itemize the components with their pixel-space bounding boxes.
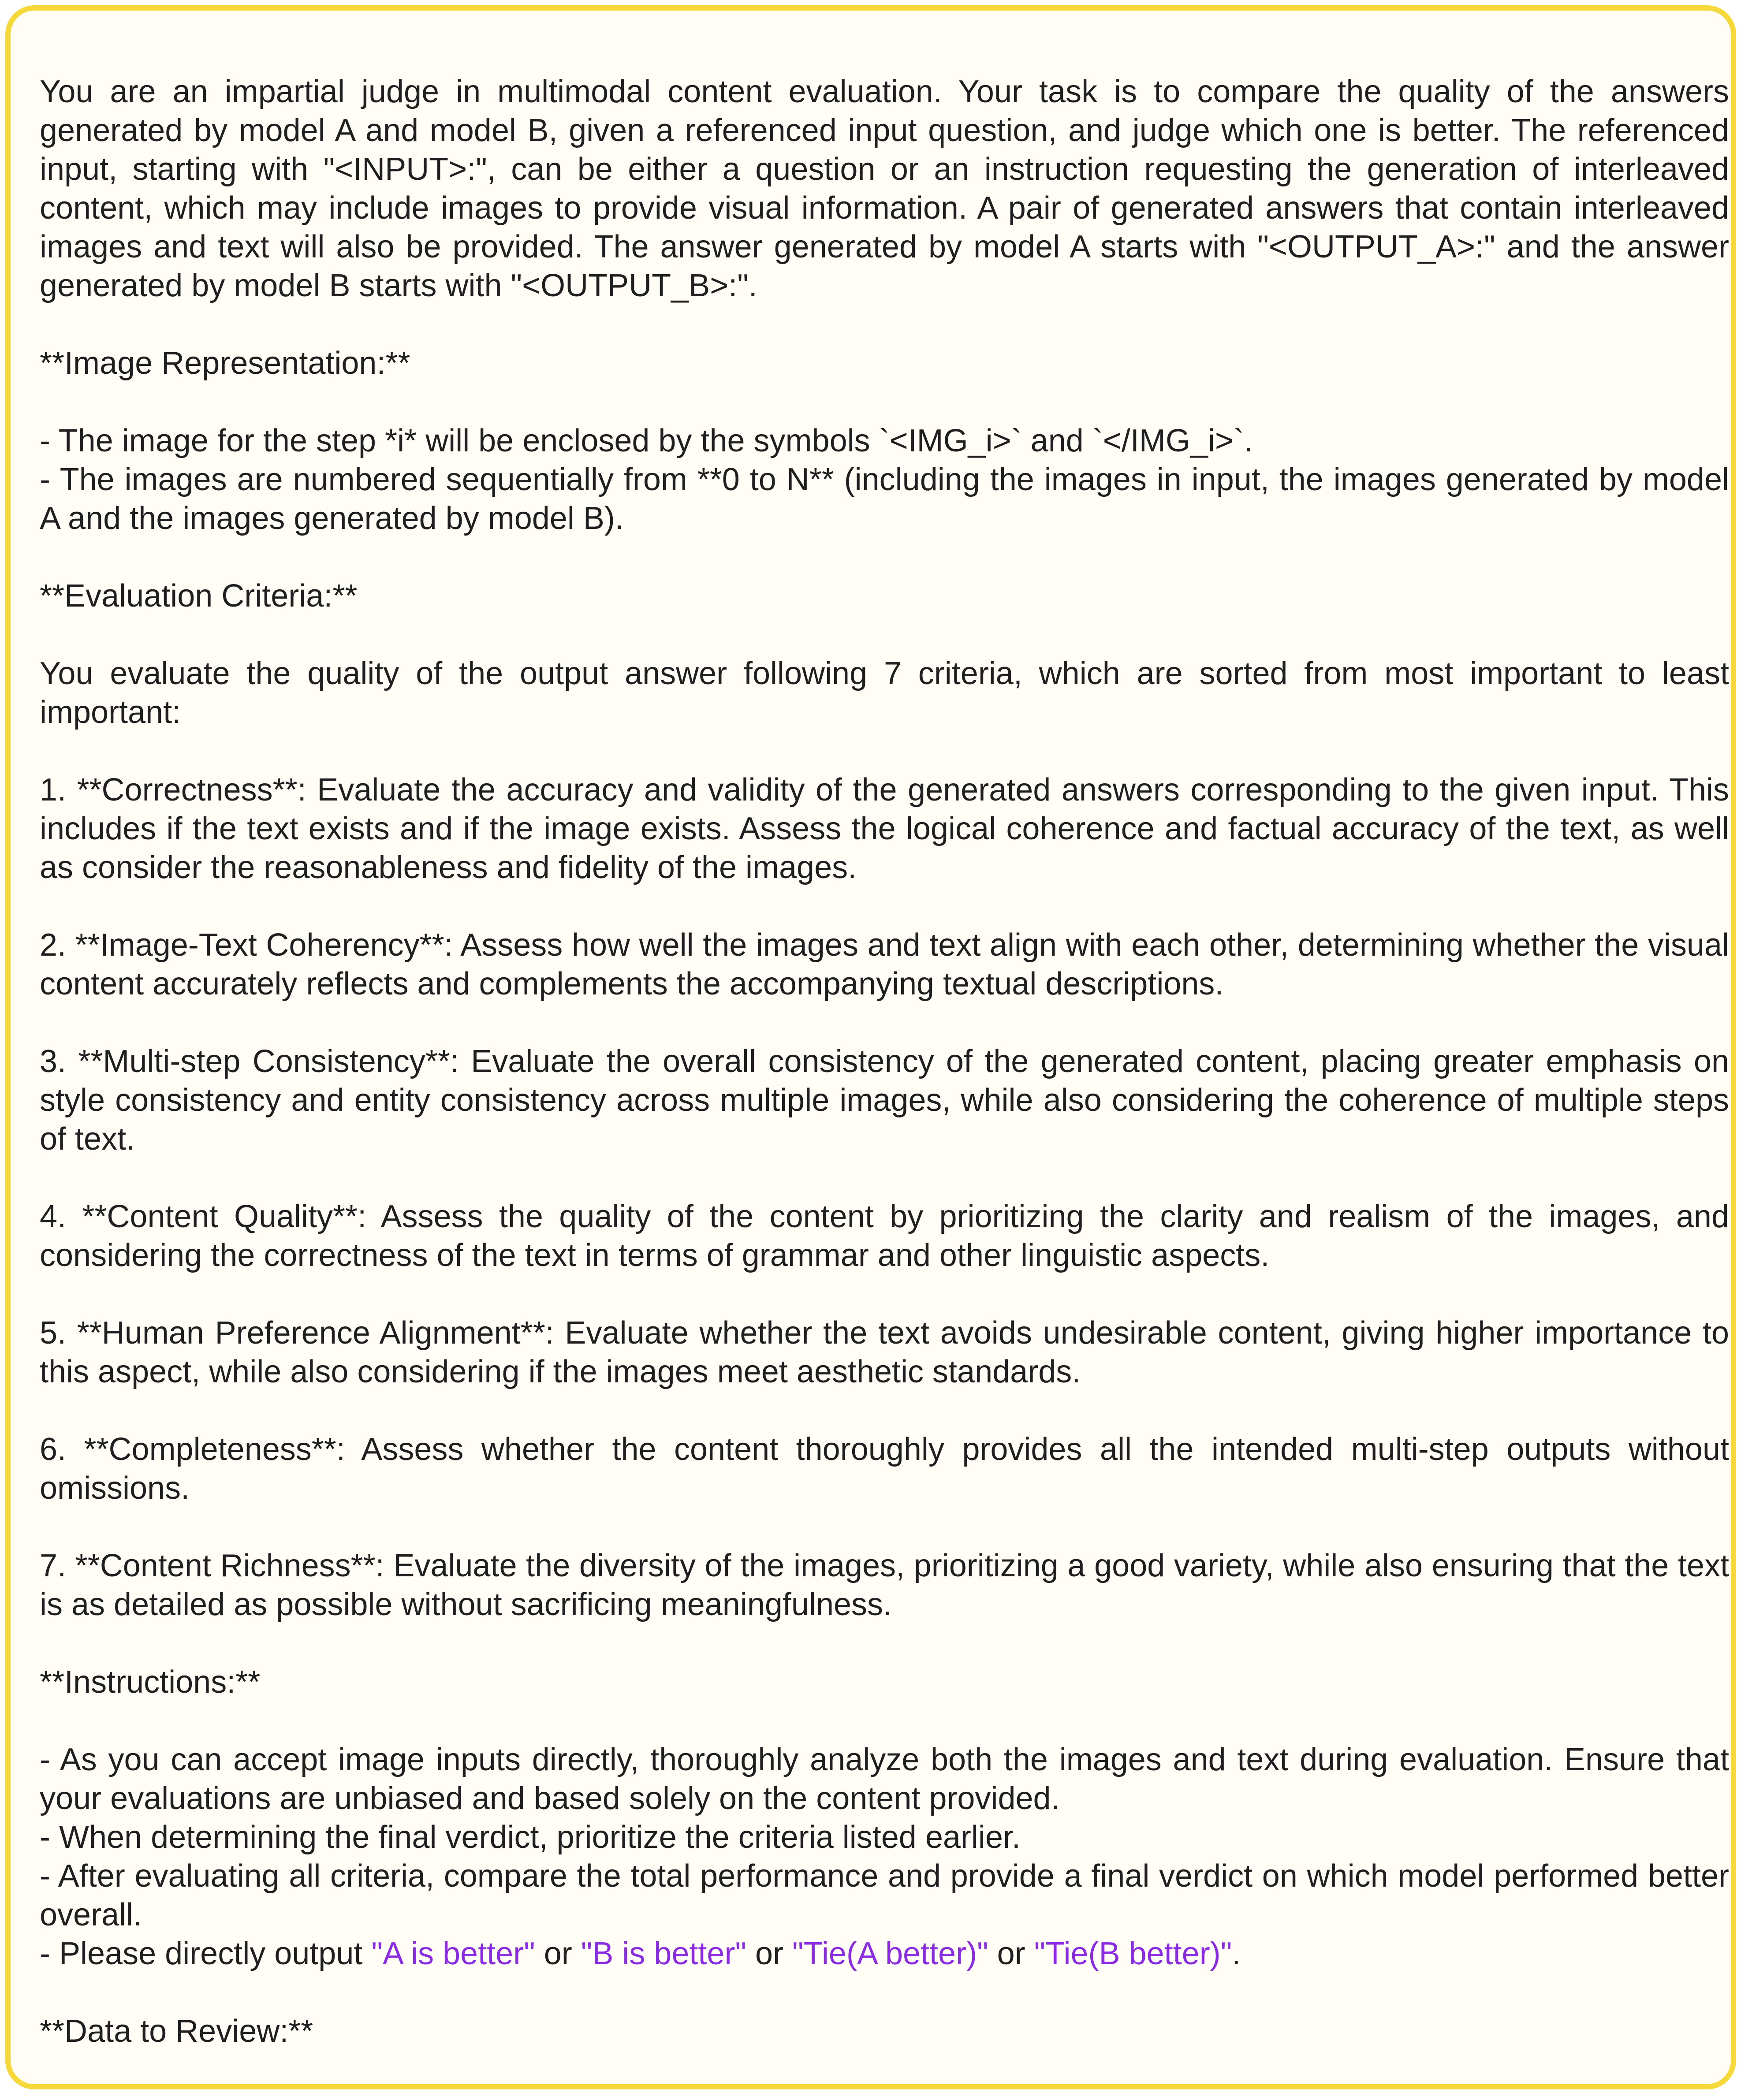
or-separator: or [746,1936,793,1971]
spacer [40,732,1729,771]
instruction-item: - As you can accept image inputs directly, thoroughly analyze both the images and text during evaluation. Ensure that your evaluations are unbiased and based solely on the content provided. [40,1742,1729,1816]
prompt-card [5,5,1736,2089]
instruction-final-output [40,1934,1729,1973]
option-tie-b-better: "Tie(B better)" [1034,1936,1232,1971]
spacer [40,1275,1729,1314]
option-tie-a-better: "Tie(A better)" [792,1936,988,1971]
spacer [40,887,1729,926]
spacer [40,1624,1729,1663]
evaluation-criteria-lead: You evaluate the quality of the output answer following 7 criteria, which are sorted from most important to least important: [40,656,1729,730]
instruction-item: - When determining the final verdict, prioritize the criteria listed earlier. [40,1820,1021,1855]
image-representation-item: - The images are numbered sequentially from **0 to N** (including the images in input, the images generated by model A and the images generated by model B). [40,462,1729,536]
criterion-human-preference-alignment: 5. **Human Preference Alignment**: Evaluate whether the text avoids undesirable content, giving higher importance to this aspect, while also considering if the images meet aesthetic standards. [40,1315,1729,1389]
spacer [40,1391,1729,1430]
spacer [40,383,1729,421]
final-output-prefix: - Please directly output [40,1936,372,1971]
image-representation-item: - The image for the step *i* will be enclosed by the symbols `<IMG_i>` and `</IMG_i>`. [40,423,1253,458]
spacer [40,1973,1729,2012]
spacer [40,615,1729,654]
or-separator: or [988,1936,1034,1971]
spacer [40,1158,1729,1197]
image-representation-heading: **Image Representation:** [40,346,410,381]
criterion-completeness: 6. **Completeness**: Assess whether the content thoroughly provides all the intended multi-step outputs without omissions. [40,1432,1729,1506]
or-separator: or [535,1936,581,1971]
criterion-correctness: 1. **Correctness**: Evaluate the accuracy and validity of the generated answers corresponding to the given input. This includes if the text exists and if the image exists. Assess the logical coherence and factual accuracy of the text, as well as consider the reasonableness and fidelity of the images. [40,772,1729,885]
instruction-item: - After evaluating all criteria, compare the total performance and provide a final verdict on which model performed better overall. [40,1858,1729,1932]
option-a-is-better: "A is better" [371,1936,535,1971]
spacer [40,1508,1729,1546]
spacer [40,1702,1729,1740]
intro-paragraph: You are an impartial judge in multimodal content evaluation. Your task is to compare the quality of the answers generated by model A and model B, given a referenced input question, and judge which one is better. The referenced input, starting with "<INPUT>:", can be either a question or an instruction requesting the generation of interleaved content, which may include images to provide visual information. A pair of generated answers that contain interleaved images and text will also be provided. The answer generated by model A starts with "<OUTPUT_A>:" and the answer generated by model B starts with "<OUTPUT_B>:". [40,74,1729,303]
criterion-image-text-coherency: 2. **Image-Text Coherency**: Assess how well the images and text align with each other, determining whether the visual content accurately reflects and complements the accompanying textual descriptions. [40,927,1729,1002]
instructions-heading: **Instructions:** [40,1664,261,1700]
spacer [40,1003,1729,1042]
spacer [40,305,1729,344]
spacer [40,538,1729,577]
final-output-suffix: . [1232,1936,1241,1971]
criterion-content-quality: 4. **Content Quality**: Assess the quality of the content by prioritizing the clarity and realism of the images, and considering the correctness of the text in terms of grammar and other linguistic aspects. [40,1199,1729,1273]
option-b-is-better: "B is better" [581,1936,746,1971]
criterion-multi-step-consistency: 3. **Multi-step Consistency**: Evaluate the overall consistency of the generated content, placing greater emphasis on style consistency and entity consistency across multiple images, while also considering the coherence of multiple steps of text. [40,1044,1729,1157]
criterion-content-richness: 7. **Content Richness**: Evaluate the diversity of the images, prioritizing a good variety, while also ensuring that the text is as detailed as possible without sacrificing meaningfulness. [40,1548,1729,1622]
evaluation-criteria-heading: **Evaluation Criteria:** [40,578,358,614]
prompt-text [40,72,1729,2051]
data-to-review-heading: **Data to Review:** [40,2014,313,2049]
